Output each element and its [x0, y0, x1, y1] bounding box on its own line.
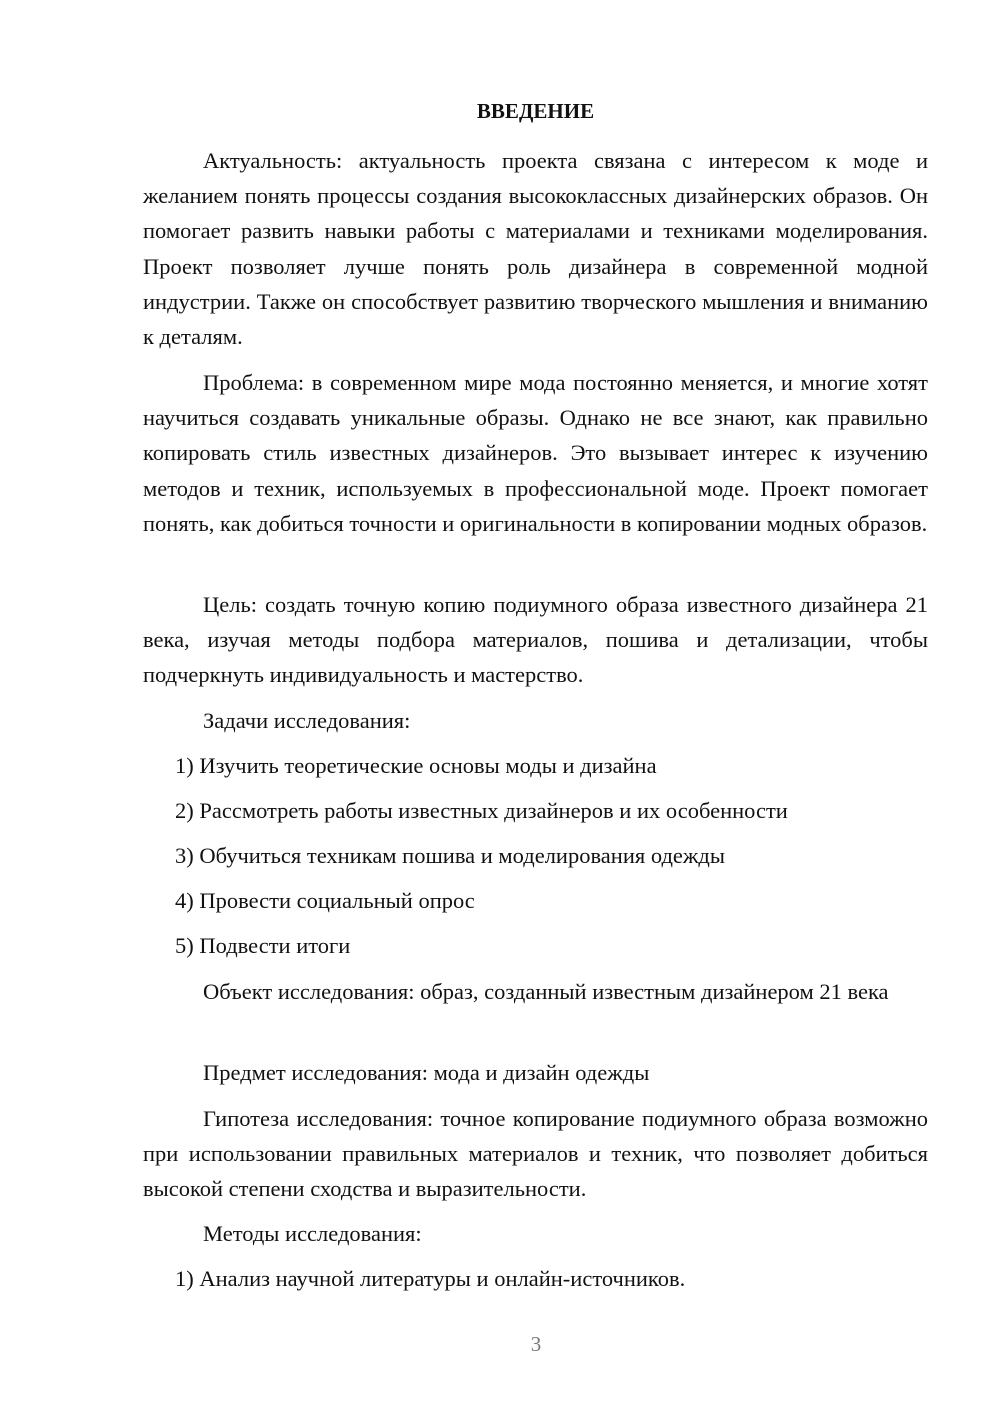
problem-paragraph: Проблема: в современном мире мода постоянно меняется, и многие хотят научиться создавать уникальные образы. Однако не все знают, как правильно копировать стиль известных дизайнеров. Это вызывает интерес к изучению методов и техник, используемых в профессиональной моде. Проект помогает понять, как добиться точности и оригинальности в копировании модных образов.	[143, 370, 928, 536]
page-number: 3	[530, 1332, 542, 1356]
tasks-label: Задачи исследования:	[203, 708, 411, 733]
task-item-2: 2) Рассмотреть работы известных дизайнеров и их особенности	[175, 798, 788, 823]
methods-label: Методы исследования:	[203, 1221, 422, 1246]
task-item-1: 1) Изучить теоретические основы моды и дизайна	[175, 753, 657, 778]
task-item-3: 3) Обучиться техникам пошива и моделирования одежды	[175, 843, 725, 868]
object-paragraph: Объект исследования: образ, созданный известным дизайнером 21 века	[203, 979, 889, 1004]
section-heading: ВВЕДЕНИЕ	[476, 99, 595, 123]
subject-paragraph: Предмет исследования: мода и дизайн одежды	[203, 1060, 650, 1085]
hypothesis-paragraph: Гипотеза исследования: точное копирование подиумного образа возможно при использовании правильных материалов и техник, что позволяет добиться высокой степени сходства и выразительности.	[143, 1106, 928, 1202]
task-item-5: 5) Подвести итоги	[175, 933, 351, 958]
goal-paragraph: Цель: создать точную копию подиумного образа известного дизайнера 21 века, изучая методы подбора материалов, пошива и детализации, чтобы подчеркнуть индивидуальность и мастерство.	[143, 592, 928, 688]
method-item-1: 1) Анализ научной литературы и онлайн-источников.	[175, 1266, 686, 1291]
relevance-paragraph: Актуальность: актуальность проекта связана с интересом к моде и желанием понять процессы создания высококлассных дизайнерских образов. Он помогает развить навыки работы с материалами и техниками моделирования. Проект позволяет лучше понять роль дизайнера в современной модной индустрии. Также он способствует развитию творческого мышления и вниманию к деталям.	[143, 148, 928, 350]
task-item-4: 4) Провести социальный опрос	[175, 888, 475, 913]
